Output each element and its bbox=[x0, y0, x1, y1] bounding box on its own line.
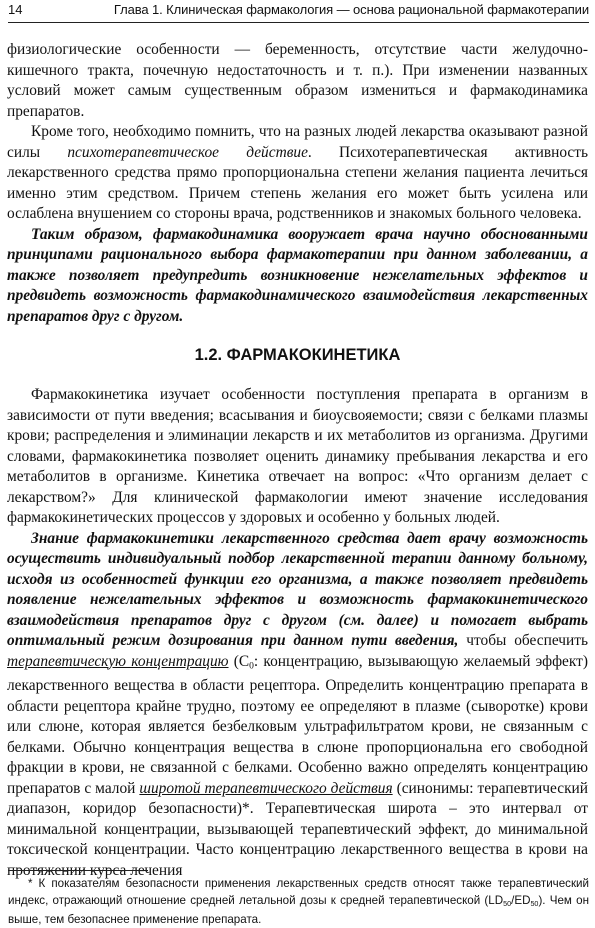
text-span: . Психотерапевтическая активность лекарственного средства прямо пропорциональна степени желания пациента лечиться именно этим средством. Причем степень желания его может быть усилена или ослаблена внушением со стороны врача, родственников и знакомых больного человека. bbox=[7, 143, 588, 222]
footnote-text bbox=[8, 876, 589, 928]
footnote-divider bbox=[8, 870, 148, 871]
text-span: Кроме того, необходимо помнить, что на разных людей лекарства оказывают разной силы bbox=[7, 123, 588, 161]
text-span: /ED bbox=[511, 893, 531, 907]
text-span: * К показателям безопасности применения лекарственных средств относят также терапевтический индекс, отражающий отношение средней летальной дозы к средней терапевтической (LD bbox=[8, 877, 589, 907]
underlined-italic-term: терапевтическую концентрацию bbox=[7, 652, 229, 670]
text-span: (синонимы: терапевтический диапазон, коридор безопасности)*. Терапевтическая широта – это интервал от минимальной концентрации, вызывающей терапевтический эффект, до минимальной токсической концентрации. Часто концентрацию лекарственного вещества в крови на протяжении курса лечения bbox=[7, 779, 589, 879]
running-header bbox=[8, 0, 589, 23]
footnote bbox=[8, 876, 589, 928]
paragraph-summary-emphasis: Таким образом, фармакодинамика вооружает врача научно обоснованными принципами рационального выбора фармакотерапии при данном заболевании, а также позволяет предупредить возникновение нежелательных эффектов и предвидеть возможность фармакодинамического взаимодействия лекарственных препаратов друг с другом. bbox=[7, 225, 588, 325]
paragraph-pharmacokinetics-intro: Фармакокинетика изучает особенности поступления препарата в организм в зависимости от пути введения; всасывания и биоусвояемости; связи с белками плазмы крови; распределения и элиминации лекарств и их метаболитов из организма. Другими словами, фармакокинетика позволяет оценить динамику пребывания лекарства и его метаболитов в организме. Кинетика отвечает на вопрос: «Что организм делает с лекарством?» Для клинической фармакологии имеют значение исследования фармакокинетических процессов у здоровых и особенно у больных людей. bbox=[7, 386, 588, 526]
bold-italic-span: Знание фармакокинетики лекарственного средства дает врачу возможность осуществить индивидуальный подбор лекарственной терапии данному больному, исходя из особенностей функции его организма, а также позволяет предвидеть появление нежелательных эффектов и возможность фармакокинетического взаимодействия препаратов друг с другом (см. далее) и помогает выбрать оптимальный режим дозирования при данном пути введения, bbox=[7, 529, 588, 649]
section-heading: 1.2. ФАРМАКОКИНЕТИКА bbox=[194, 346, 401, 364]
text-span: : концентрацию, вызывающую желаемый эффект) лекарственного вещества в области рецептора. Определить концентрацию препарата в области рецептора крайне трудно, поэтому ее определяют в плазме (сыворотке) крови или слюне, которая является безбелковым ультрафильтратом крови, не связанным с белками. Обычно концентрация вещества в слюне пропорциональна его свободной фракции в крови, не связанной с белками. Особенно важно определять концентрацию препаратов с малой bbox=[7, 652, 588, 797]
body-text bbox=[7, 40, 588, 881]
text-span: чтобы обеспечить bbox=[458, 632, 588, 649]
subscript: 50 bbox=[503, 898, 512, 908]
paragraph-continuation: физиологические особенности — беременность, отсутствие части желудочно-кишечного тракта, почечную недостаточность и т. п.). При изменении названных условий может самым существенным образом измениться и фармакодинамика препаратов. bbox=[7, 41, 588, 120]
italic-term: психотерапевтическое действие bbox=[67, 143, 308, 161]
chapter-title: Глава 1. Клиническая фармакология — основа рациональной фармакотерапии bbox=[113, 2, 589, 17]
text-span: (С bbox=[228, 652, 250, 670]
subscript: 50 bbox=[530, 898, 539, 908]
subscript: 0 bbox=[249, 659, 254, 671]
paragraph-psychotherapeutic bbox=[7, 122, 588, 225]
underlined-italic-term: широтой терапевтического действия bbox=[139, 779, 393, 797]
paragraph-pharmacokinetics-knowledge bbox=[7, 529, 588, 882]
page-number: 14 bbox=[8, 2, 23, 17]
text-span: ). Чем он выше, тем безопаснее применение препарата. bbox=[8, 893, 589, 926]
